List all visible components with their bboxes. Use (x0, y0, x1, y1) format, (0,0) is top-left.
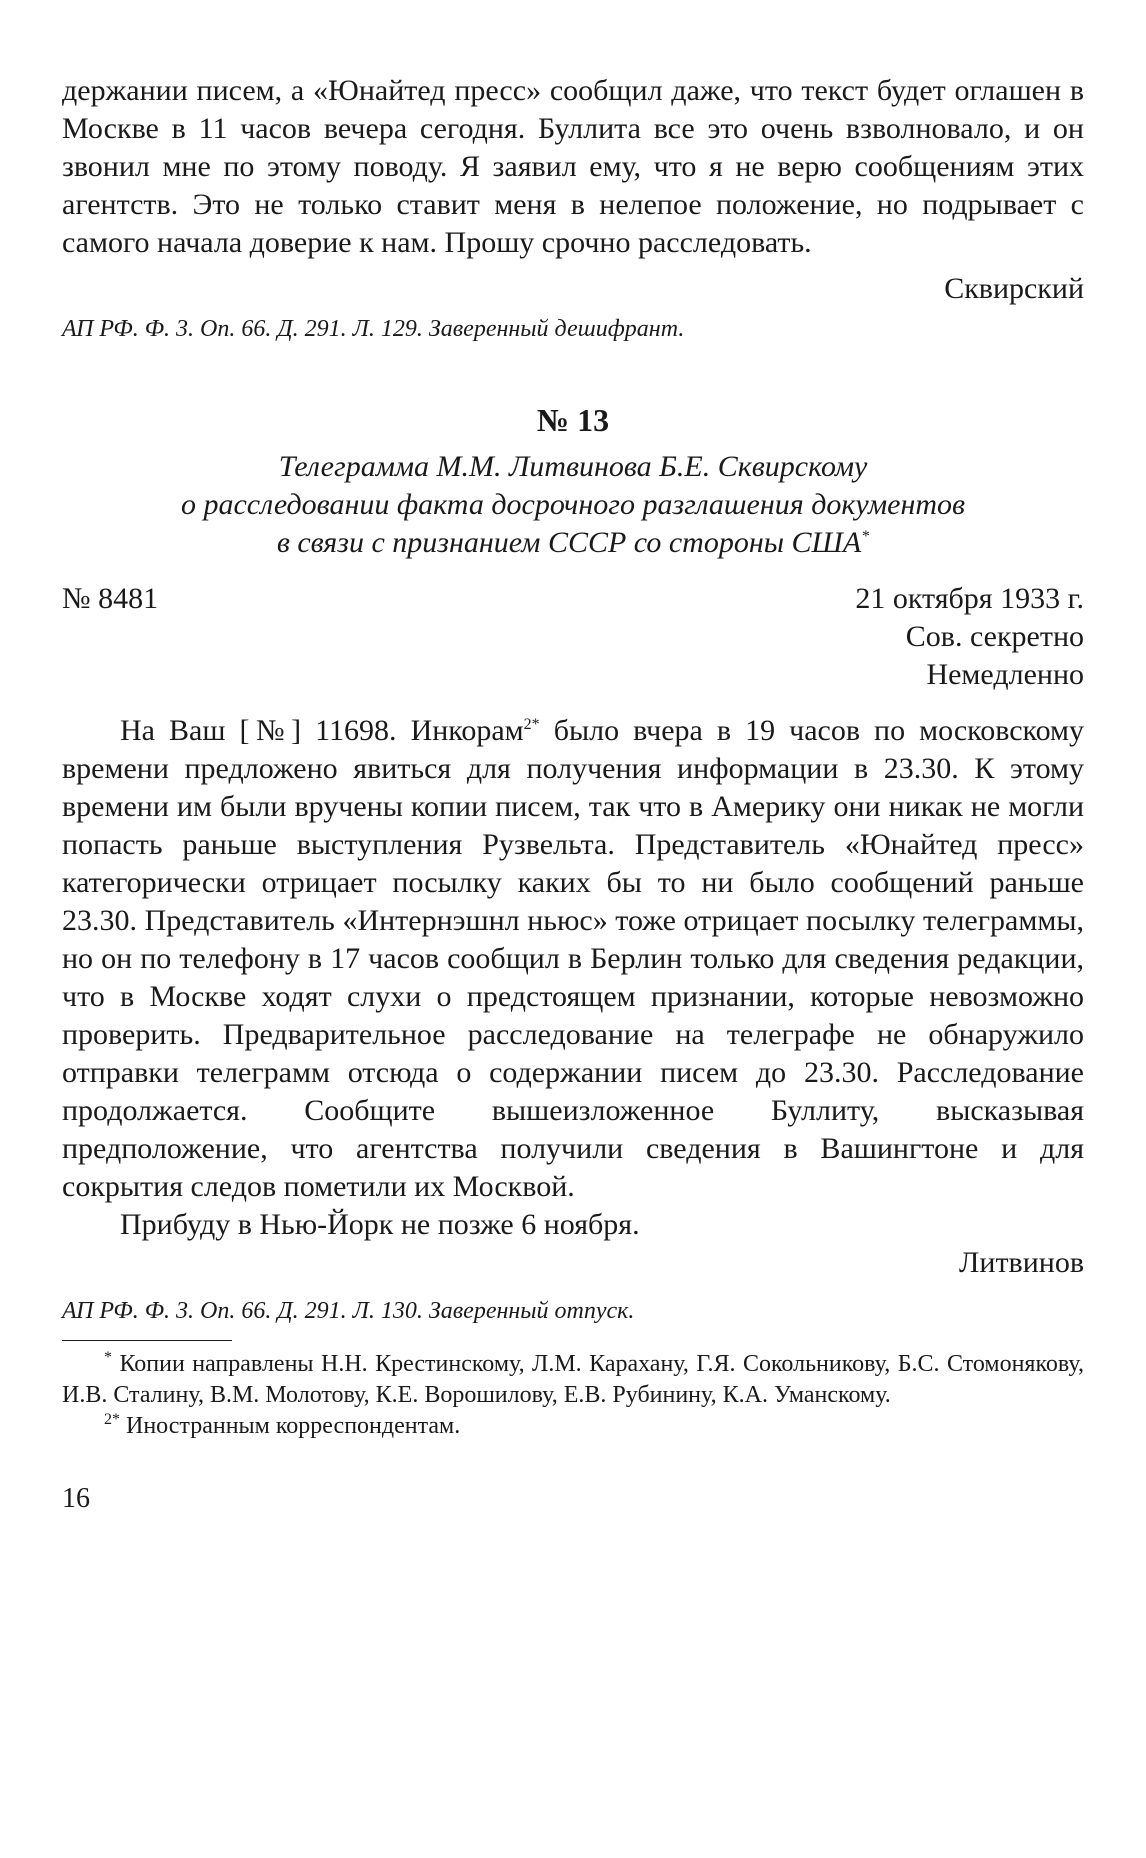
title-line-3-text: в связи с признанием СССР со стороны США (276, 526, 862, 559)
footnote-2-text: Иностранным корреспондентам. (120, 1413, 461, 1439)
classification: Сов. секретно (905, 620, 1084, 653)
paragraph-rest: было вчера в 19 часов по московскому времени предложено явиться для получения информации в 23.30. К этому времени им были вручены копии писем, так что в Америку они никак не могли попасть раньше выступления Рузвельта. Представитель «Юнайтед пресс» категорически отрицает посылку каких бы то ни было сообщений раньше 23.30. Представитель «Интернэшнл ньюс» тоже отрицает посылку телеграммы, но он по телефону в 17 часов сообщил в Берлин только для сведения редакции, что в Москве ходят слухи о предстоящем признании, которые невозможно проверить. Предварительное расследование на телеграфе не обнаружило отправки телеграмм отсюда о содержании писем до 23.30. Расследование продолжается. Сообщите вышеизложенное Буллиту, высказывая предположение, что агентства получили сведения в Вашингтоне и для сокрытия следов пометили их Москвой. (62, 714, 1085, 1203)
signature-skvirsky: Сквирский (944, 272, 1084, 305)
footnote-divider (62, 1340, 232, 1341)
arrival-paragraph: Прибуду в Нью-Йорк не позже 6 ноября. (120, 1208, 640, 1241)
title-footnote-mark: * (861, 528, 870, 545)
document-number: № 13 (536, 402, 610, 438)
page-number: 16 (62, 1483, 90, 1514)
document-title-line-3 (62, 524, 1084, 562)
telegram-header-row (62, 580, 1084, 618)
urgency: Немедленно (926, 658, 1084, 691)
footnote-ref-2: 2* (523, 716, 540, 733)
paragraph-start: На Ваш [№] 11698. Инкорам (120, 714, 524, 747)
telegram-number: № 8481 (62, 582, 159, 615)
footnote-1-text: Копии направлены Н.Н. Крестинскому, Л.М. Карахану, Г.Я. Сокольникову, Б.С. Стомонякову, И.В. Сталину, В.М. Молотову, К.Е. Ворошилову, Е.В. Рубинину, К.А. Уманскому. (62, 1351, 1084, 1408)
footnote-1 (62, 1349, 1084, 1411)
footnote-2 (62, 1411, 1084, 1442)
archive-source-130: АП РФ. Ф. 3. Оп. 66. Д. 291. Л. 130. Заверенный отпуск. (62, 1298, 635, 1324)
footnote-2-mark: 2* (104, 1411, 120, 1428)
document-title-line-2: о расследовании факта досрочного разглашения документов (180, 488, 966, 521)
signature-litvinov: Литвинов (959, 1246, 1084, 1279)
footnote-1-mark: * (104, 1349, 112, 1366)
document-title-line-1: Телеграмма М.М. Литвинова Б.Е. Сквирскому (278, 450, 868, 483)
archive-source-129: АП РФ. Ф. 3. Оп. 66. Д. 291. Л. 129. Заверенный дешифрант. (62, 316, 685, 342)
telegram-body-paragraph (62, 712, 1084, 1206)
continued-paragraph: держании писем, а «Юнайтед пресс» сообщил даже, что текст будет оглашен в Москве в 11 часов вечера сегодня. Буллита все это очень взволновало, и он звонил мне по этому поводу. Я заявил ему, что я не верю сообщениям этих агентств. Это не только ставит меня в нелепое положение, но подрывает с самого начала доверие к нам. Прошу срочно расследовать. (62, 74, 1084, 259)
telegram-date: 21 октября 1933 г. (855, 582, 1084, 615)
